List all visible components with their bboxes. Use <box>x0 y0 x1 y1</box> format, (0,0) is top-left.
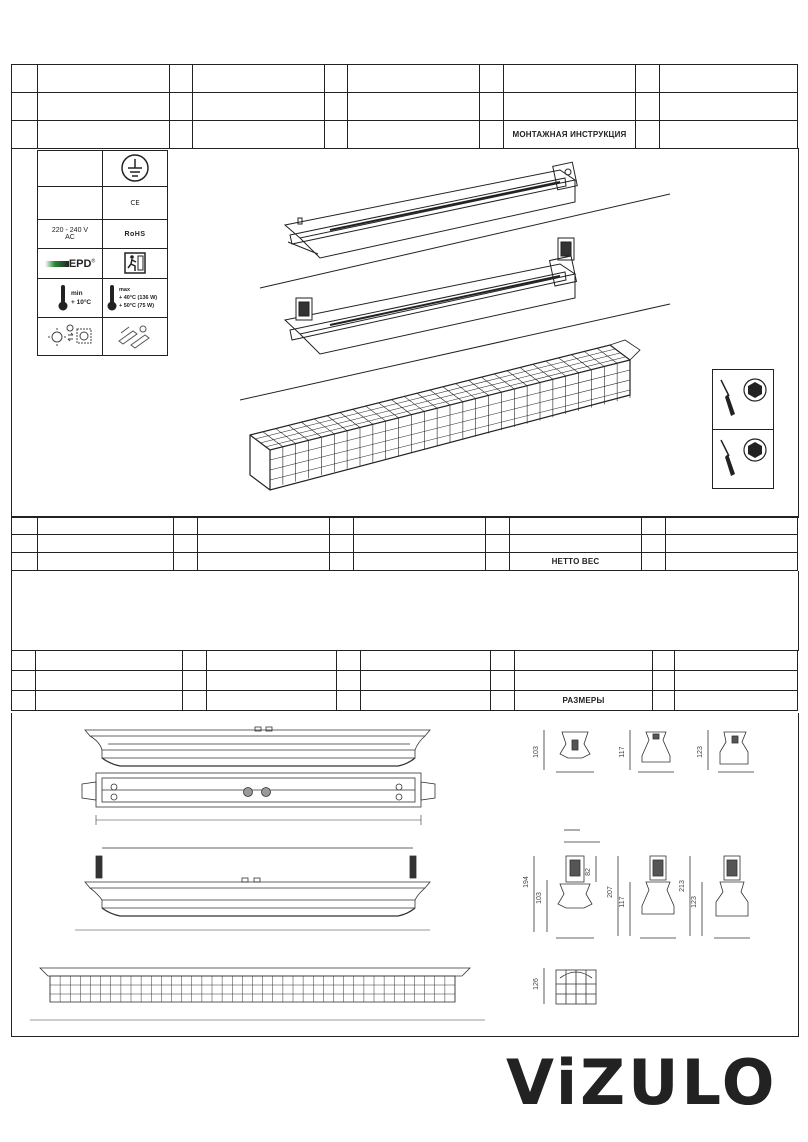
section-title-install: МОНТАЖНАЯ ИНСТРУКЦИЯ <box>504 121 636 149</box>
dim-103-b: 103 <box>536 892 543 904</box>
cross-section-213 <box>690 856 750 938</box>
epd-mark: EPD® <box>38 249 103 279</box>
screwdriver-hex-tool <box>713 370 773 430</box>
dim-213: 213 <box>679 880 686 892</box>
screwdriver-icon <box>721 380 735 416</box>
luminaire-side-view <box>75 848 430 930</box>
dim-123-b: 123 <box>691 896 698 908</box>
weight-panel <box>11 571 799 651</box>
voltage-rating: 220 - 240 V AC <box>38 220 103 249</box>
ground-icon <box>103 151 168 187</box>
luminaire-step-1 <box>285 162 577 258</box>
dim-126: 126 <box>533 978 540 990</box>
mounting-accessory-icon <box>103 318 168 356</box>
dim-117: 117 <box>619 746 626 758</box>
hex-bolt-icon <box>744 439 766 461</box>
installation-illustration <box>230 150 670 510</box>
dim-123: 123 <box>697 746 704 758</box>
luminaire-bottom-view <box>82 773 435 825</box>
screwdriver-hex-tool <box>713 430 773 489</box>
ce-mark-icon: CE <box>103 187 168 220</box>
section-title-weight: НЕТТО ВЕС <box>510 553 642 571</box>
dimension-labels <box>523 746 704 990</box>
header-grid-weight <box>11 516 798 571</box>
wire-guard-cross-section <box>544 968 596 1004</box>
min-temperature: min + 10°C <box>38 279 103 318</box>
cross-section-117 <box>630 730 674 772</box>
step-divider <box>260 194 670 288</box>
section-title-dimensions: РАЗМЕРЫ <box>515 691 653 711</box>
dim-103: 103 <box>533 746 540 758</box>
luminaire-step-2 <box>285 238 576 354</box>
indoor-outdoor-icon <box>38 318 103 356</box>
tool-panel <box>712 369 774 489</box>
side-view-drawings <box>30 720 500 1025</box>
spec-table <box>37 150 168 356</box>
dim-194: 194 <box>523 876 530 888</box>
rohs-mark: RoHS <box>103 220 168 249</box>
screwdriver-icon <box>721 440 735 476</box>
thermometer-icon <box>58 284 68 312</box>
emergency-exit-icon <box>103 249 168 279</box>
brand-logo: ViZULO <box>506 1046 778 1119</box>
hex-bolt-icon <box>744 379 766 401</box>
header-grid-dimensions <box>11 650 798 711</box>
dim-207: 207 <box>607 886 614 898</box>
dim-82: 82 <box>585 868 592 876</box>
cross-section-drawings <box>520 722 780 1022</box>
luminaire-front-view <box>85 727 430 766</box>
header-grid-install <box>11 64 798 149</box>
cross-section-207 <box>618 856 676 938</box>
cross-section-123 <box>708 730 754 772</box>
dim-117-b: 117 <box>619 896 626 908</box>
max-temperature: max + 40°C (136 W) + 50°C (75 W) <box>103 279 168 318</box>
cross-section-103 <box>544 730 594 772</box>
thermometer-icon <box>107 284 117 312</box>
